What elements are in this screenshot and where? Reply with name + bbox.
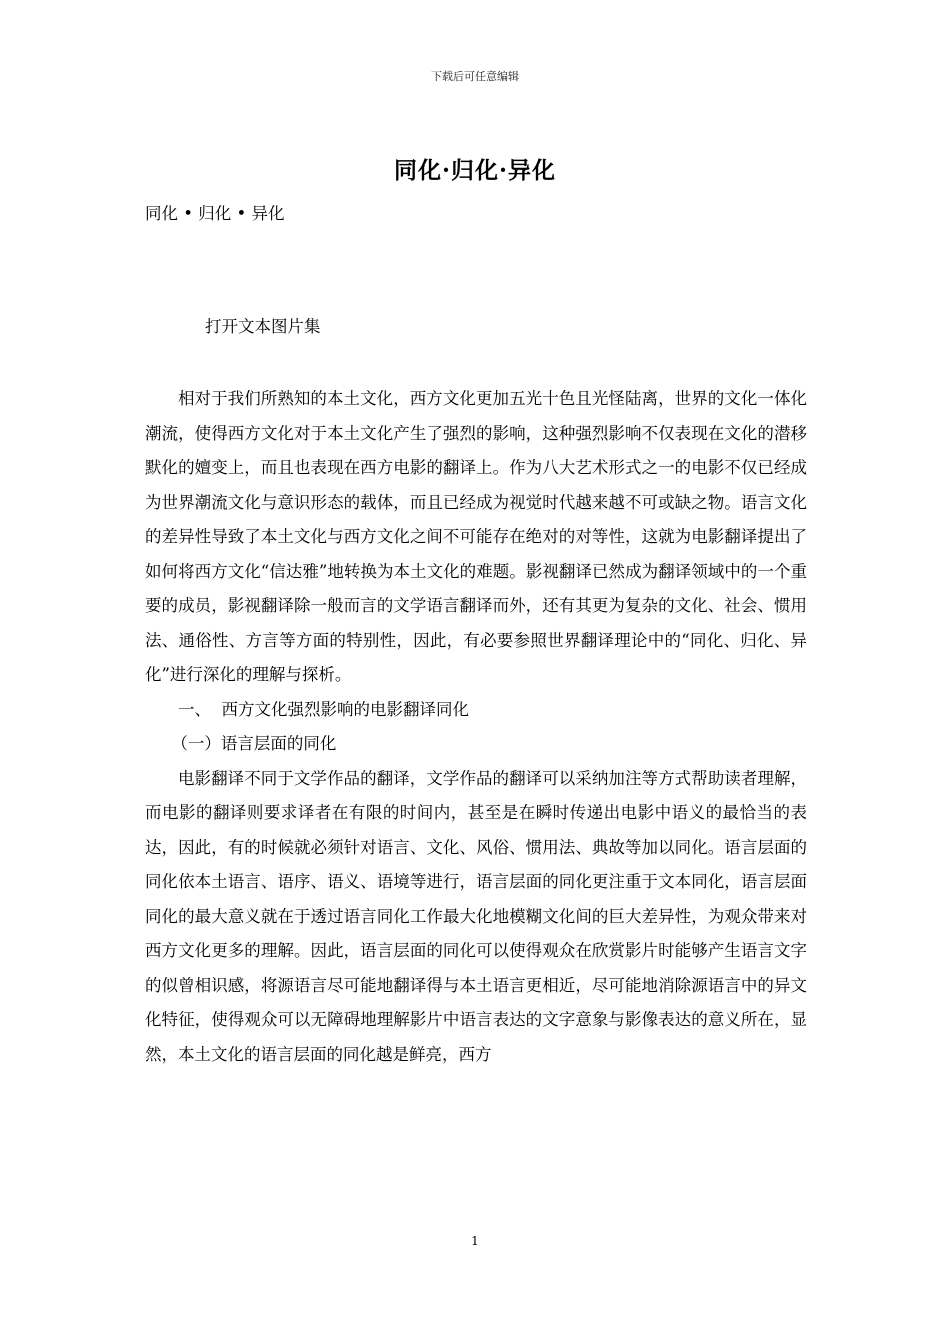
document-title: 同化·归化·异化 bbox=[393, 157, 556, 184]
sub-heading: （一）语言层面的同化 bbox=[171, 734, 337, 753]
header-note: 下载后可任意编辑 bbox=[431, 70, 519, 83]
body-paragraph: 电影翻译不同于文学作品的翻译，文学作品的翻译可以采纳加注等方式帮助读者理解，而电影的翻译则要求译者在有限的时间内，甚至是在瞬时传递出电影中语义的最恰当的表达，因此，有的时候就必须针对语言、文化、风俗、惯用法、典故等加以同化。语言层面的同化依本土语言、语序、语义、语境等进行，语言层面的同化更注重于文本同化，语言层面同化的最大意义就在于透过语言同化工作最大化地模糊文化间的巨大差异性，为观众带来对西方文化更多的理解。因此，语言层面的同化可以使得观众在欣赏影片时能够产生语言文字的似曾相识感，将源语言尽可能地翻译得与本土语言更相近，尽可能地消除源语言中的异文化特征，使得观众可以无障碍地理解影片中语言表达的文字意象与影像表达的意义所在，显然，本土文化的语言层面的同化越是鲜亮，西方 bbox=[145, 768, 807, 1064]
section-heading: 一、 西方文化强烈影响的电影翻译同化 bbox=[178, 699, 469, 719]
page-number: 1 bbox=[471, 1234, 479, 1248]
document-subtitle: 同化 • 归化 • 异化 bbox=[145, 204, 285, 223]
intro-paragraph: 相对于我们所熟知的本土文化，西方文化更加五光十色且光怪陆离，世界的文化一体化潮流，使得西方文化对于本土文化产生了强烈的影响，这种强烈影响不仅表现在文化的潜移默化的嬗变上，而且也表现在西方电影的翻译上。作为八大艺术形式之一的电影不仅已经成为世界潮流文化与意识形态的载体，而且已经成为视觉时代越来越不可或缺之物。语言文化的差异性导致了本土文化与西方文化之间不可能存在绝对的对等性，这就为电影翻译提出了如何将西方文化“信达雅”地转换为本土文化的难题。影视翻译已然成为翻译领域中的一个重要的成员，影视翻译除一般而言的文学语言翻译而外，还有其更为复杂的文化、社会、惯用法、通俗性、方言等方面的特别性，因此，有必要参照世界翻译理论中的“同化、归化、异化”进行深化的理解与探析。 bbox=[145, 389, 807, 684]
article-body bbox=[145, 382, 807, 1072]
open-image-collection-link[interactable]: 打开文本图片集 bbox=[205, 317, 321, 336]
